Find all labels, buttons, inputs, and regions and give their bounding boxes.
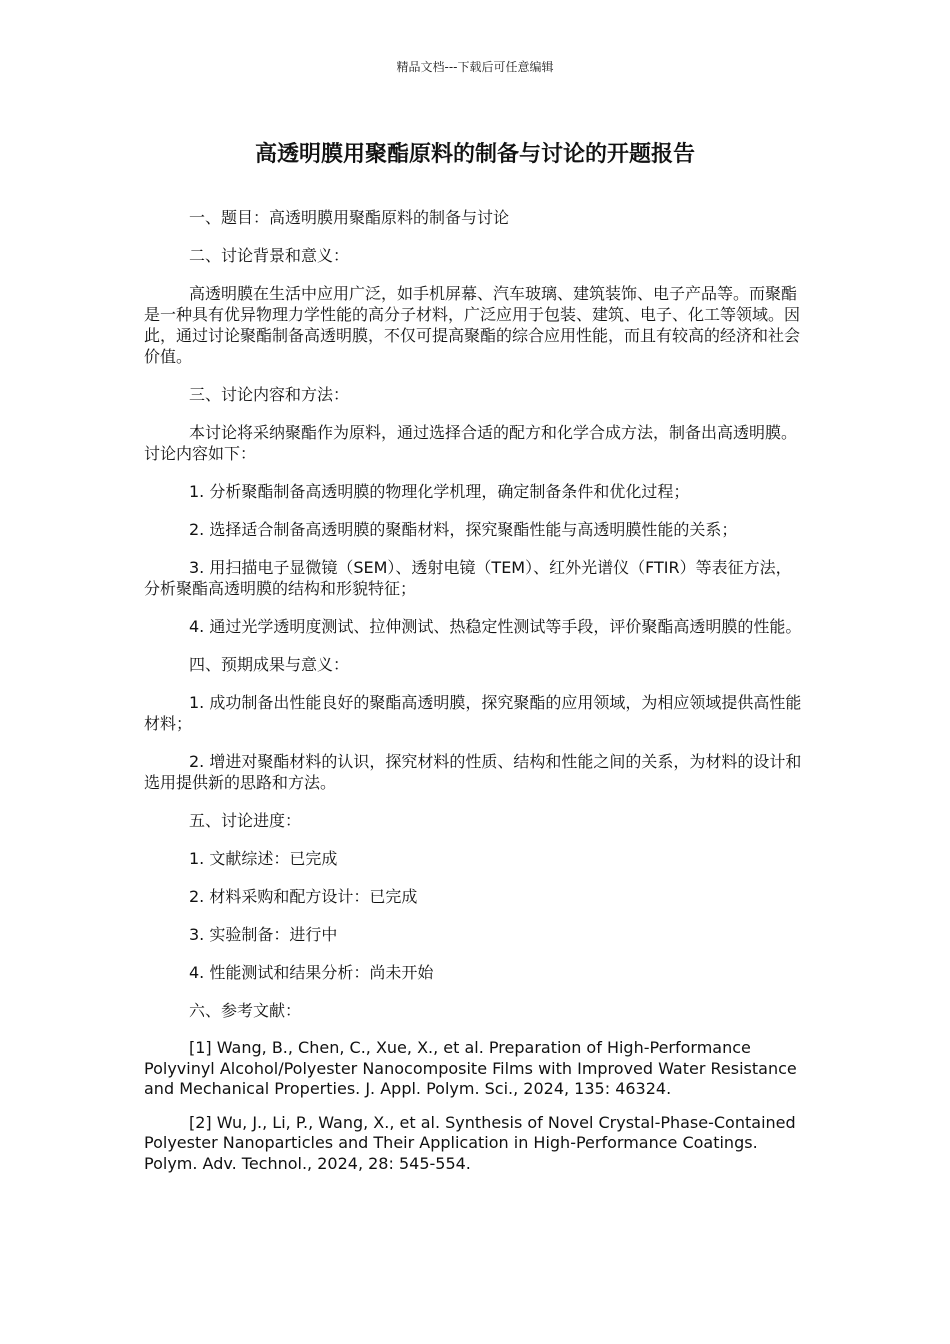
document-body bbox=[144, 207, 806, 1187]
paragraph-background: 高透明膜在生活中应用广泛，如手机屏幕、汽车玻璃、建筑装饰、电子产品等。而聚酯是一种具有优异物理力学性能的高分子材料，广泛应用于包装、建筑、电子、化工等领域。因此，通过讨论聚酯制备高透明膜，不仅可提高聚酯的综合应用性能，而且有较高的经济和社会价值。 bbox=[144, 284, 801, 366]
document-title: 高透明膜用聚酯原料的制备与讨论的开题报告 bbox=[254, 142, 695, 167]
reference-item-1: [1] Wang, B., Chen, C., Xue, X., et al. Preparation of High-Performance Polyvinyl Alcohol/Polyester Nanocomposite Films with Improved Water Resistance and Mechanical Properties. J. Appl. Polym. Sci., 2024, 135: 46324. bbox=[144, 1038, 797, 1098]
section-heading-progress: 五、讨论进度： bbox=[189, 811, 302, 830]
paragraph-content-intro: 本讨论将采纳聚酯作为原料，通过选择合适的配方和化学合成方法，制备出高透明膜。讨论内容如下： bbox=[144, 423, 798, 463]
list-item-content-4: 4. 通过光学透明度测试、拉伸测试、热稳定性测试等手段，评价聚酯高透明膜的性能。 bbox=[189, 617, 802, 636]
list-item-progress-3: 3. 实验制备：进行中 bbox=[189, 925, 338, 944]
reference-item-2: [2] Wu, J., Li, P., Wang, X., et al. Synthesis of Novel Crystal-Phase-Contained Polyester Nanoparticles and Their Application in High-Performance Coatings. Polym. Adv. Technol., 2024, 28: 545-554. bbox=[144, 1112, 796, 1173]
section-heading-outcomes: 四、预期成果与意义： bbox=[189, 655, 350, 674]
list-item-content-1: 1. 分析聚酯制备高透明膜的物理化学机理，确定制备条件和优化过程； bbox=[189, 482, 690, 501]
list-item-content-3: 3. 用扫描电子显微镜（SEM）、透射电镜（TEM）、红外光谱仪（FTIR）等表征方法，分析聚酯高透明膜的结构和形貌特征； bbox=[144, 558, 792, 598]
header-note: 精品文档---下载后可任意编辑 bbox=[396, 60, 554, 74]
section-heading-content: 三、讨论内容和方法： bbox=[189, 385, 350, 404]
section-heading-background: 二、讨论背景和意义： bbox=[189, 246, 350, 265]
list-item-progress-2: 2. 材料采购和配方设计：已完成 bbox=[189, 887, 418, 906]
list-item-outcome-1: 1. 成功制备出性能良好的聚酯高透明膜，探究聚酯的应用领域，为相应领域提供高性能材料； bbox=[144, 693, 802, 733]
list-item-content-2: 2. 选择适合制备高透明膜的聚酯材料，探究聚酯性能与高透明膜性能的关系； bbox=[189, 520, 738, 539]
list-item-progress-4: 4. 性能测试和结果分析：尚未开始 bbox=[189, 963, 434, 982]
section-heading-references: 六、参考文献： bbox=[189, 1001, 302, 1020]
section-heading-topic: 一、题目：高透明膜用聚酯原料的制备与讨论 bbox=[189, 208, 510, 227]
list-item-outcome-2: 2. 增进对聚酯材料的认识，探究材料的性质、结构和性能之间的关系，为材料的设计和选用提供新的思路和方法。 bbox=[144, 752, 802, 792]
list-item-progress-1: 1. 文献综述：已完成 bbox=[189, 849, 338, 868]
